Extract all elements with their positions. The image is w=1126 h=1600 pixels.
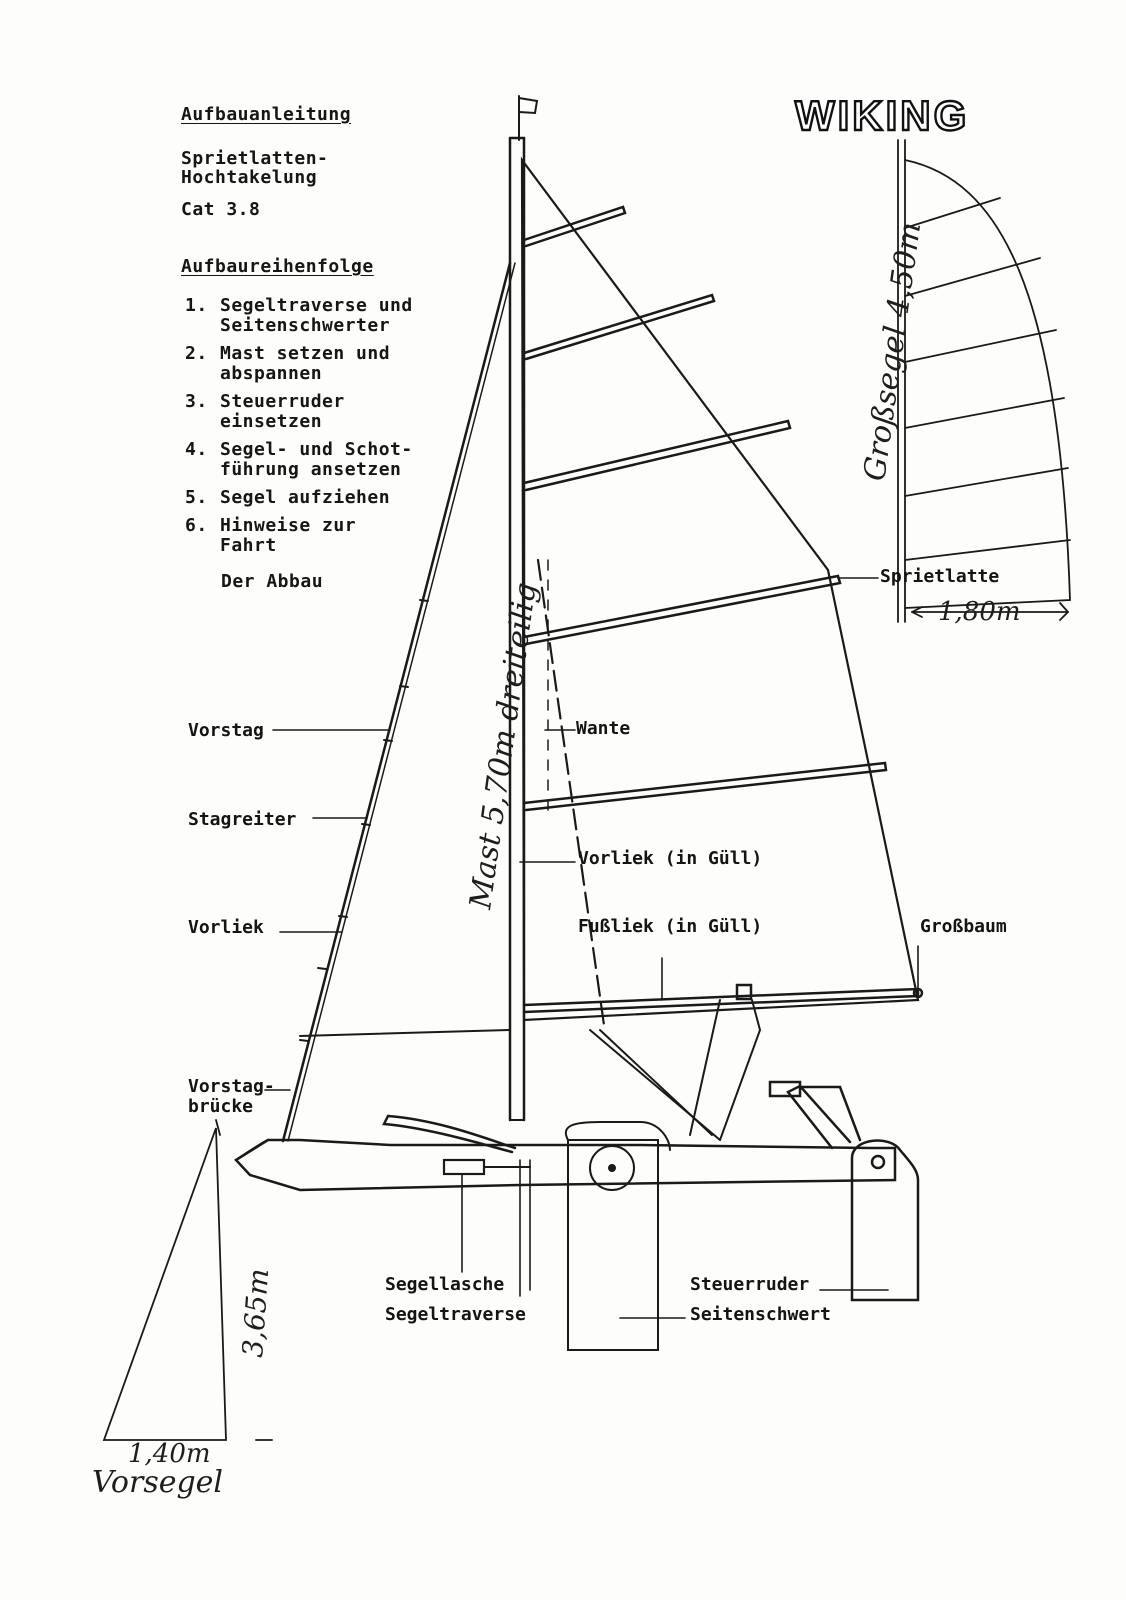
vorstag — [283, 263, 515, 1141]
label-seitenschwert: Seitenschwert — [690, 1304, 831, 1325]
model-name: Cat 3.8 — [181, 199, 261, 220]
label-sprietlatte: Sprietlatte — [880, 566, 1000, 587]
handwritten-mainsail-height: Großsegel 4,50m — [857, 219, 929, 484]
handwritten-jib-name: Vorsegel — [92, 1465, 224, 1500]
handwritten-mast-length: Mast 5,70m dreiteilig — [463, 580, 544, 912]
step-item: 3. Steuerruder einsetzen — [185, 391, 345, 432]
step-item: 2. Mast setzen und abspannen — [185, 343, 391, 384]
step-item: 4. Segel- und Schot- führung ansetzen — [185, 439, 413, 480]
step-item: 5. Segel aufziehen — [185, 487, 391, 508]
jib-foot — [300, 1030, 510, 1036]
mainsail-sketch — [898, 140, 1070, 622]
label-grossbaum: Großbaum — [920, 916, 1007, 937]
label-steuerruder: Steuerruder — [690, 1274, 810, 1295]
page-title: Aufbauanleitung — [181, 104, 352, 125]
grossbaum — [524, 985, 922, 1012]
label-vorstagbruecke-1: Vorstag- — [188, 1076, 275, 1097]
step-item-abbau: Der Abbau — [221, 571, 324, 592]
hull — [236, 1116, 895, 1190]
label-vorstag: Vorstag — [188, 720, 264, 741]
label-segellasche: Segellasche — [385, 1274, 505, 1295]
segellasche — [444, 1160, 484, 1174]
steuerruder — [770, 1082, 918, 1300]
rig-type-line2: Hochtakelung — [181, 167, 318, 188]
step-item: 1. Segeltraverse und Seitenschwerter — [185, 295, 413, 336]
handwritten-mainsail-width: 1,80m — [938, 597, 1021, 627]
rig-type-line1: Sprietlatten- — [181, 148, 329, 169]
leader-lines — [265, 578, 918, 1318]
mainsail — [522, 160, 918, 1020]
label-fussliek-gull: Fußliek (in Güll) — [578, 916, 763, 937]
label-segeltraverse: Segeltraverse — [385, 1304, 526, 1325]
handwritten-jib-height: 3,65m — [236, 1267, 276, 1359]
label-vorstagbruecke-2: brücke — [188, 1096, 254, 1117]
assembly-order-title: Aufbaureihenfolge — [181, 256, 374, 277]
segeltraverse-struktur — [566, 1000, 760, 1350]
handwritten-jib-width: 1,40m — [128, 1439, 211, 1469]
wiking-logo: WIKING — [795, 92, 970, 139]
label-vorliek-left: Vorliek — [188, 917, 264, 938]
label-wante: Wante — [576, 718, 631, 739]
step-item: 6. Hinweise zur Fahrt — [185, 515, 357, 556]
mast-pennant — [519, 96, 537, 140]
label-vorliek-gull: Vorliek (in Güll) — [578, 848, 763, 869]
label-stagreiter: Stagreiter — [188, 809, 297, 830]
